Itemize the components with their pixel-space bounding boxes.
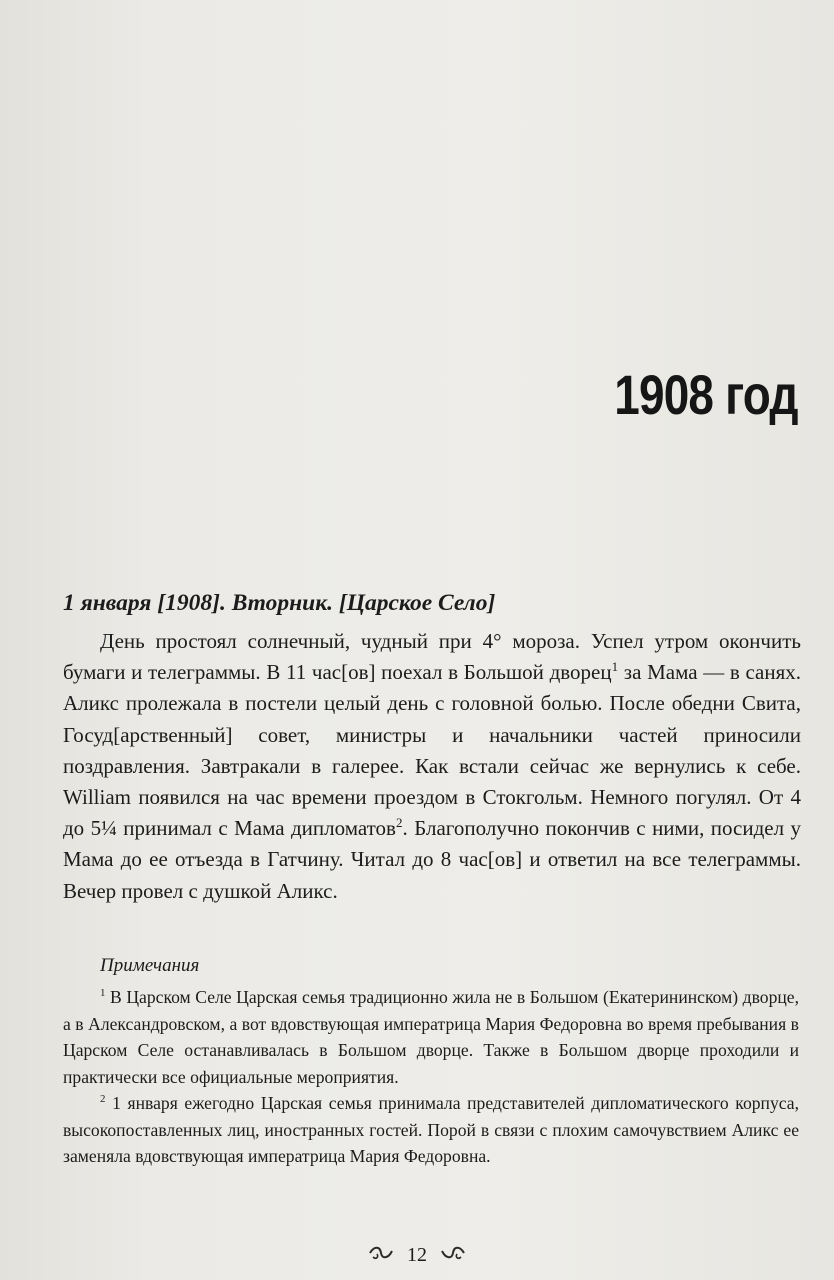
note-number: 2 [100,1093,106,1106]
note-item [63,1090,799,1170]
entry-body [63,626,801,907]
footnote-ref-2: 2 [395,815,403,831]
entry-title: 1 января [1908]. Вторник. [Царское Село] [63,590,496,616]
footnote-ref-1: 1 [611,659,619,675]
note-text: В Царском Селе Царская семья традиционно жила не в Большом (Екатерининском) дворце, а в Александровском, а вот вдовствующая императрица Мария Федоровна во время пребывания в Царском Селе останавливалась в Большом дворце. Также в Большом дворце проходили и практически все официальные мероприятия. [63,987,799,1087]
note-item [63,984,799,1090]
entry-paragraph [63,626,801,907]
notes-heading: Примечания [100,955,200,976]
page-number: 12 [407,1244,427,1266]
ornament-right-icon [440,1245,466,1266]
entry-text-part-1: День простоял солнечный, чудный при 4° мороза. Успел утром окончить бумаги и телеграммы. В 11 час[ов] поехал в Большой дворец [63,629,801,685]
year-heading: 1908 год [614,363,798,426]
notes-section [63,984,799,1170]
note-text: 1 января ежегодно Царская семья принимала представителей дипломатического корпуса, высокопоставленных лиц, иностранных гостей. Порой в связи с плохим самочувствием Аликс ее заменяла вдовствующая императрица Мария Федоровна. [63,1093,799,1166]
entry-text-part-2: за Мама — в санях. Аликс пролежала в постели целый день с головной болью. После обедни Свита, Госуд[арственный] совет, министры и начальники частей приносили поздравления. Завтракали в галерее. Как встали сейчас же вернулись к себе. William появился на час времени проездом в Стокгольм. Немного погулял. От 4 до 5¼ принимал с Мама дипломатов [63,660,801,841]
entry-text-part-3: . Благополучно покончив с ними, посидел у Мама до ее отъезда в Гатчину. Читал до 8 час[ов] и ответил на все телеграммы. Вечер провел с душкой Аликс. [63,816,802,903]
note-number: 1 [100,987,106,1000]
page-footer [0,1244,834,1267]
ornament-left-icon [368,1245,394,1266]
